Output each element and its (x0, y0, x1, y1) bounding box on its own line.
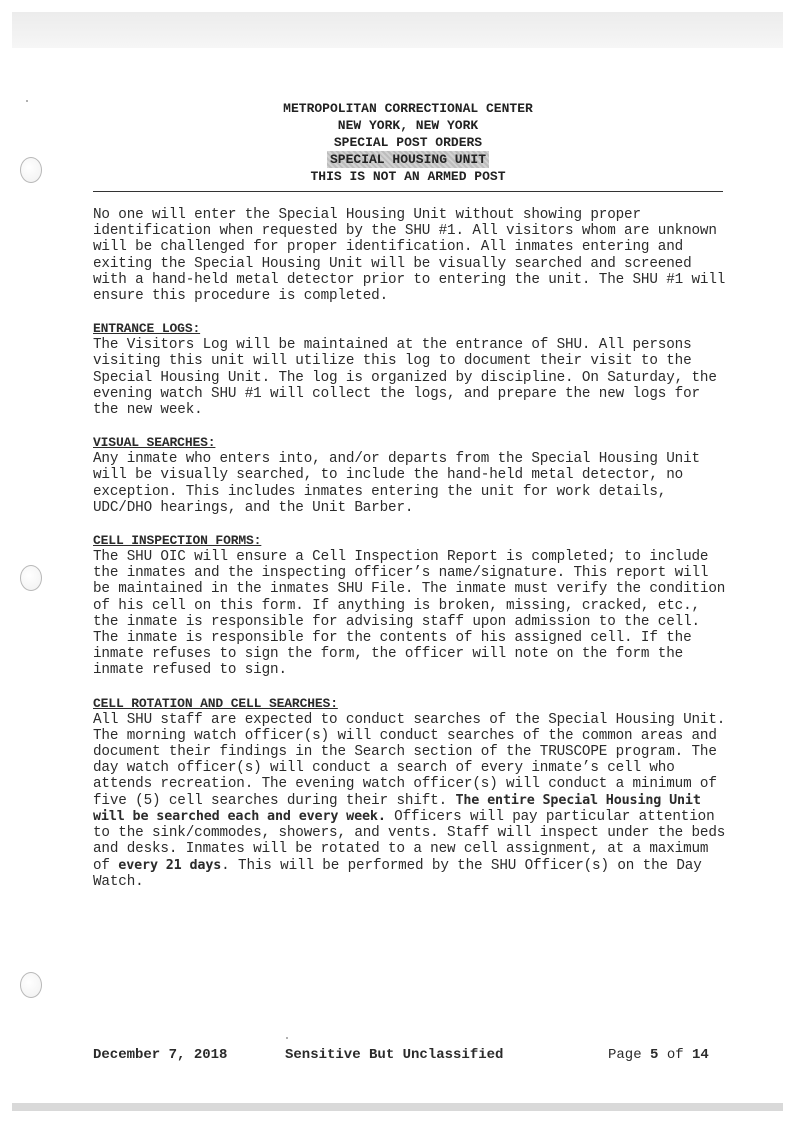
section-text: Any inmate who enters into, and/or departs from the Special Housing Unit will be visually searched, to include the hand-held metal detector, no exception. This includes inmates entering the unit for work details, UDC/DHO hearings, and the Unit Barber. (93, 451, 700, 516)
header-post-status: THIS IS NOT AN ARMED POST (310, 169, 506, 184)
footer-date: December 7, 2018 (93, 1047, 228, 1063)
rotation-emphasis-21-days: every 21 days (118, 857, 222, 873)
header-document-type: SPECIAL POST ORDERS (333, 135, 483, 150)
footer-page-number (608, 1047, 709, 1063)
section-visual-searches (93, 434, 729, 516)
header-divider (93, 191, 723, 192)
section-text: The SHU OIC will ensure a Cell Inspection Report is completed; to include the inmates and the inspecting officer’s name/signature. This report will be maintained in the inmates SHU File. The inmate must verify the condition of his cell on this form. If anything is broken, missing, cracked, etc., the inmate is responsible for advising staff upon admission to the cell. The inmate is responsible for the contents of his assigned cell. If the inmate refuses to sign the form, the officer will note on the form the inmate refused to sign. (93, 549, 726, 679)
section-title: CELL INSPECTION FORMS: (93, 533, 262, 549)
punch-hole-icon (20, 565, 42, 591)
document-header (93, 100, 723, 185)
scan-top-edge (12, 12, 783, 48)
rotation-text-2: Officers will pay particular attention to the sink/commodes, showers, and vents. Staff will inspect under the beds and desks. Inmates will be rotated to a new cell assignment, at a maximum of (93, 808, 726, 874)
page-total: 14 (692, 1047, 709, 1063)
scan-speck (26, 100, 28, 102)
rotation-emphasis-weekly: The entire Special Housing Unit will be searched each and every week. (93, 792, 701, 824)
section-text: The Visitors Log will be maintained at the entrance of SHU. All persons visiting this unit will utilize this log to document their visit to the Special Housing Unit. The log is organized by discipline. On Saturday, the evening watch SHU #1 will collect the logs, and prepare the new logs for the new week. (93, 337, 717, 419)
header-institution: METROPOLITAN CORRECTIONAL CENTER (283, 101, 533, 116)
section-cell-rotation (93, 695, 729, 890)
section-title: CELL ROTATION AND CELL SEARCHES: (93, 695, 338, 711)
header-post-name: SPECIAL HOUSING UNIT (327, 151, 489, 168)
scan-bottom-edge (12, 1103, 783, 1111)
document-body (93, 207, 729, 906)
rotation-text-1: All SHU staff are expected to conduct searches of the Special Housing Unit. The morning watch officer(s) will conduct searches of the common areas and document their findings in the Search section of the TRUSCOPE program. The day watch officer(s) will conduct a search of every inmate’s cell who attends recreation. The evening watch officer(s) will conduct a minimum of five (5) cell searches during their shift. (93, 711, 726, 809)
intro-paragraph: No one will enter the Special Housing Unit without showing proper identification when requested by the SHU #1. All visitors whom are unknown will be challenged for proper identification. All inmates entering and exiting the Special Housing Unit will be visually searched and screened with a hand-held metal detector prior to entering the unit. The SHU #1 will ensure this procedure is completed. (93, 207, 726, 305)
section-cell-inspection-forms (93, 532, 729, 679)
section-title: VISUAL SEARCHES: (93, 435, 216, 451)
section-title: ENTRANCE LOGS: (93, 321, 201, 337)
punch-hole-icon (20, 972, 42, 998)
rotation-text-3: . This will be performed by the SHU Officer(s) on the Day Watch. (93, 857, 702, 890)
page-prefix: Page (608, 1047, 651, 1063)
header-location: NEW YORK, NEW YORK (337, 118, 479, 133)
page-mid: of (658, 1047, 693, 1063)
page-current: 5 (650, 1047, 659, 1063)
scan-speck (286, 1037, 288, 1039)
punch-hole-icon (20, 157, 42, 183)
section-text (93, 712, 729, 890)
footer-classification: Sensitive But Unclassified (285, 1047, 504, 1063)
section-entrance-logs (93, 320, 729, 418)
